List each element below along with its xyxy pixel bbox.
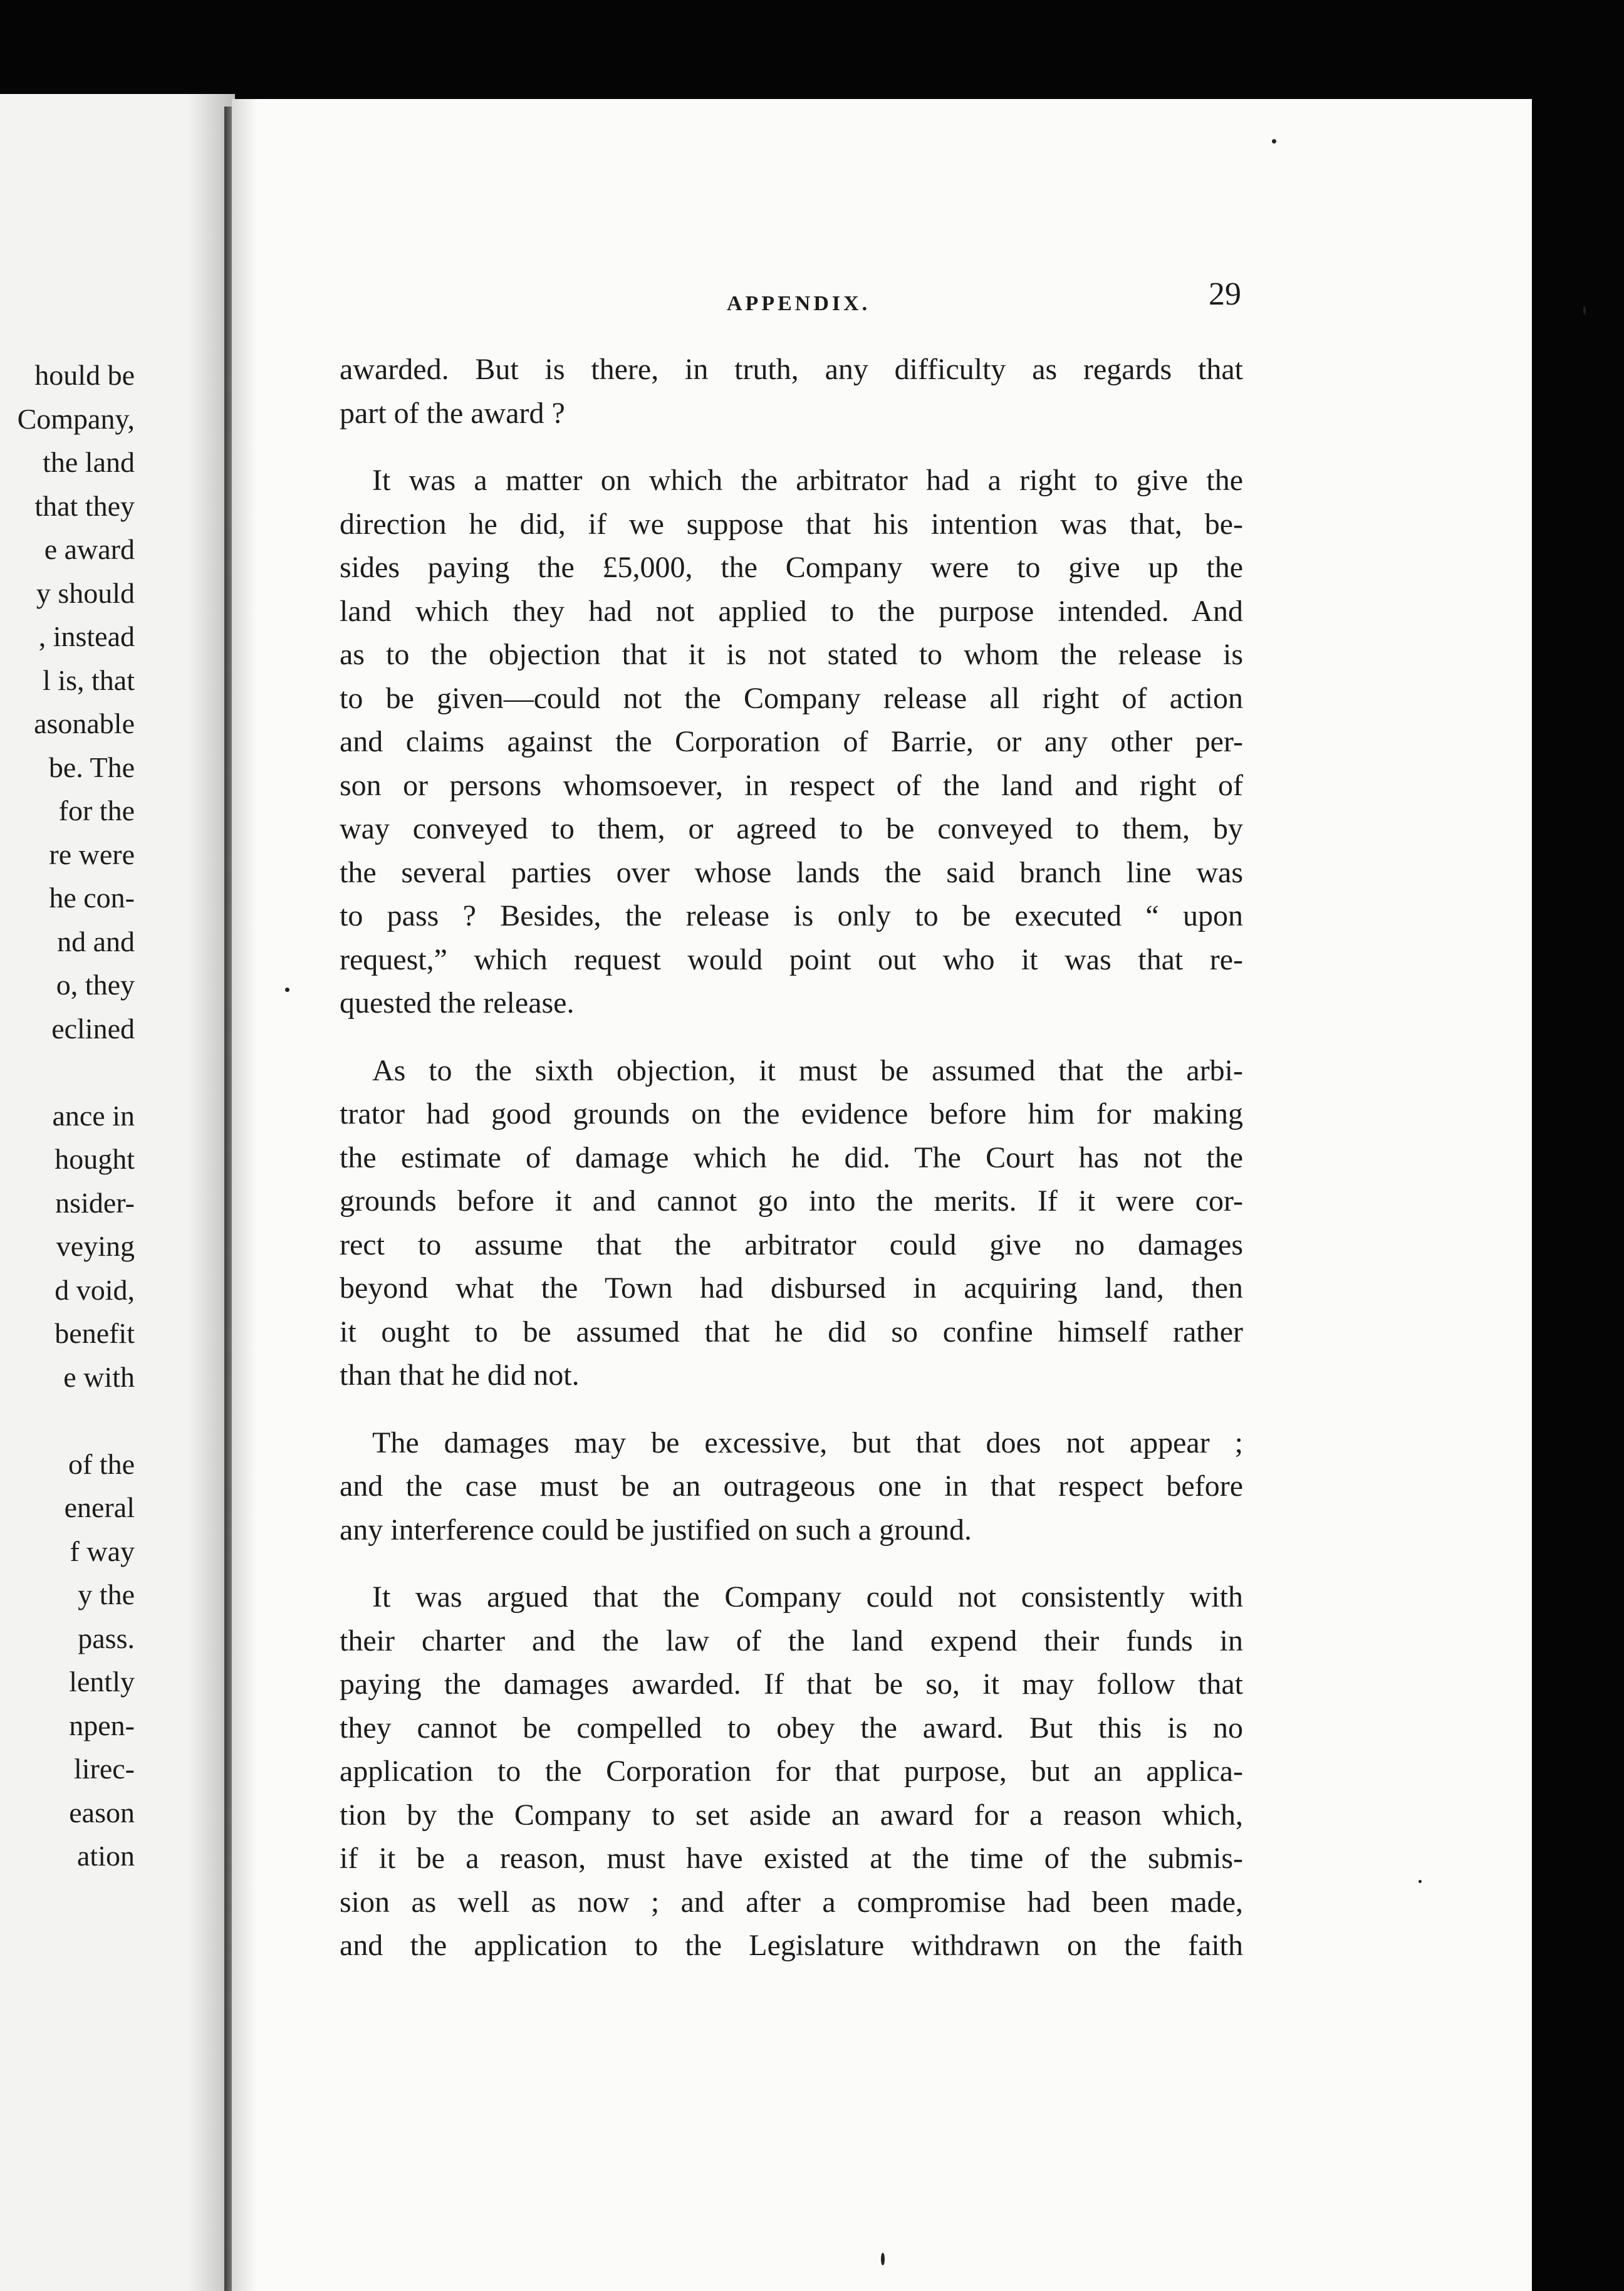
left-page-line: ation xyxy=(77,1840,135,1872)
paragraph xyxy=(340,1575,1243,1968)
paragraph xyxy=(340,348,1243,435)
text-line: the several parties over whose lands the said branch line was xyxy=(340,855,1243,889)
text-line: awarded. But is there, in truth, any difficulty as regards that xyxy=(340,353,1243,386)
text-line: than that he did not. xyxy=(340,1359,580,1392)
left-page-line: eason xyxy=(69,1796,135,1829)
left-page-line: nd and xyxy=(57,925,135,958)
text-line: sides paying the £5,000, the Company were to give up the xyxy=(340,551,1243,584)
left-page-line: for the xyxy=(58,795,135,827)
text-line: and the case must be an outrageous one in that respect before xyxy=(340,1469,1243,1503)
text-line: The damages may be excessive, but that does not appear ; xyxy=(372,1426,1243,1459)
text-line: it ought to be assumed that he did so confine himself rather xyxy=(340,1315,1243,1349)
left-page-line: hould be xyxy=(34,359,135,391)
text-line: and claims against the Corporation of Barrie, or any other per- xyxy=(340,725,1243,758)
text-line: as to the objection that it is not stated to whom the release is xyxy=(340,638,1243,671)
left-facing-page xyxy=(0,94,235,2291)
page-number: 29 xyxy=(1209,276,1241,312)
text-line: the estimate of damage which he did. The Court has not the xyxy=(340,1140,1243,1174)
left-page-line: e award xyxy=(44,533,135,565)
text-line: It was a matter on which the arbitrator had a right to give the xyxy=(372,464,1243,497)
text-line: to be given—could not the Company release all right of action xyxy=(340,681,1243,715)
text-line: As to the sixth objection, it must be assumed that the arbi- xyxy=(372,1053,1243,1087)
left-page-text-fragments xyxy=(0,94,135,2291)
page-edge-shade xyxy=(232,99,257,2291)
left-page-line: asonable xyxy=(34,707,135,739)
left-page-line: of the xyxy=(68,1448,135,1480)
left-page-line: e with xyxy=(63,1360,135,1393)
left-page-line: Company, xyxy=(17,402,135,435)
left-page-line: lirec- xyxy=(73,1753,135,1785)
text-line: way conveyed to them, or agreed to be conveyed to them, by xyxy=(340,812,1243,845)
left-page-line: eneral xyxy=(64,1491,135,1523)
page-body-text xyxy=(340,348,1243,1991)
left-page-line: benefit xyxy=(55,1317,135,1349)
text-line: It was argued that the Company could not consistently with xyxy=(372,1580,1243,1614)
text-line: grounds before it and cannot go into the merits. If it were cor- xyxy=(340,1184,1243,1218)
paragraph xyxy=(340,459,1243,1025)
text-line: land which they had not applied to the purpose intended. And xyxy=(340,594,1243,628)
left-page-line: eclined xyxy=(51,1012,135,1045)
left-page-line: that they xyxy=(34,489,135,522)
running-head: APPENDIX. xyxy=(727,292,871,315)
left-page-line: he con- xyxy=(49,882,135,914)
text-line: they cannot be compelled to obey the award. But this is no xyxy=(340,1711,1243,1745)
text-line: beyond what the Town had disbursed in acquiring land, then xyxy=(340,1271,1243,1305)
text-line: quested the release. xyxy=(340,986,575,1020)
left-page-line: re were xyxy=(49,838,135,870)
left-page-line: nsider- xyxy=(55,1186,135,1219)
text-line: direction he did, if we suppose that his intention was that, be- xyxy=(340,507,1243,541)
left-page-line: y should xyxy=(36,577,135,609)
paragraph xyxy=(340,1421,1243,1552)
text-line: and the application to the Legislature withdrawn on the faith xyxy=(340,1929,1243,1962)
text-line: son or persons whomsoever, in respect of the land and right of xyxy=(340,768,1243,802)
text-line: to pass ? Besides, the release is only to be executed “ upon xyxy=(340,899,1243,932)
page-29 xyxy=(232,99,1532,2291)
left-page-line: be. The xyxy=(48,751,135,783)
left-page-line: f way xyxy=(70,1535,135,1567)
text-line: trator had good grounds on the evidence before him for making xyxy=(340,1097,1243,1130)
text-line: any interference could be justified on such a ground. xyxy=(340,1513,972,1547)
left-page-line: npen- xyxy=(69,1709,135,1741)
left-page-line: l is, that xyxy=(43,664,135,696)
left-page-line: lently xyxy=(69,1666,135,1698)
text-line: if it be a reason, must have existed at the time of the submis- xyxy=(340,1842,1243,1875)
text-line: their charter and the law of the land expend their funds in xyxy=(340,1624,1243,1657)
left-page-line: d void, xyxy=(55,1273,135,1306)
text-line: paying the damages awarded. If that be so, it may follow that xyxy=(340,1667,1243,1701)
left-page-line: y the xyxy=(78,1579,135,1610)
left-page-line: hought xyxy=(55,1143,135,1175)
left-page-line: the land xyxy=(43,446,135,478)
text-line: request,” which request would point out who it was that re- xyxy=(340,942,1243,976)
left-page-line: veying xyxy=(56,1230,135,1262)
left-page-line: pass. xyxy=(78,1622,135,1654)
text-line: sion as well as now ; and after a compromise had been made, xyxy=(340,1885,1243,1919)
text-line: application to the Corporation for that purpose, but an applica- xyxy=(340,1755,1243,1788)
paragraph xyxy=(340,1049,1243,1397)
left-page-line: o, they xyxy=(56,969,135,1001)
text-line: tion by the Company to set aside an award for a reason which, xyxy=(340,1798,1243,1832)
left-page-line: , instead xyxy=(38,620,135,652)
left-page-line: ance in xyxy=(52,1099,135,1132)
text-line: part of the award ? xyxy=(340,396,565,430)
text-line: rect to assume that the arbitrator could give no damages xyxy=(340,1228,1243,1261)
